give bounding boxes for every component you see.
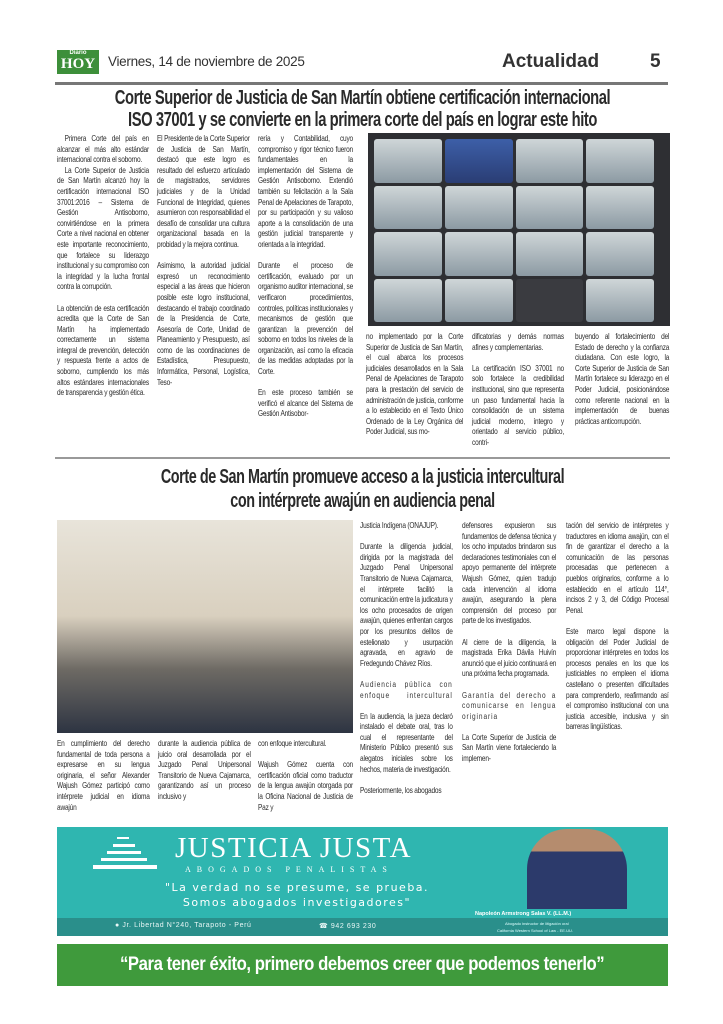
paragraph: Asimismo, la autoridad judicial expresó un reconocimiento especial a las áreas que hicieron posible este logro institucional, destacando el trabajo coordinado de la Presidencia de Corte, Asesoría de Corte, Unidad de Planeamiento y Presupuesto, así como de las coordinaciones de Estadística, Presupuesto, Informática, Personal, Logística, Teso-	[157, 260, 250, 387]
ad-contact-bar	[57, 918, 668, 936]
newspaper-logo	[57, 50, 99, 74]
ad-phone	[319, 922, 376, 930]
advertisement-banner	[57, 827, 668, 936]
paragraph: Durante el proceso de certificación, evaluado por un organismo auditor internacional, se verificaron procedimientos, controles, políticas institucionales y mecanismos de gestión que garantizan la prevención del soborno en todos los niveles de la organización, así como la eficacia de las medidas adoptadas por la Corte.	[258, 260, 354, 377]
ad-quote-line: "La verdad no se presume, se prueba.	[164, 881, 430, 894]
paragraph: La obtención de esta certificación acredita que la Corte de San Martín ha implementado correctamente un sistema integral de prevención, detección y respuesta frente a actos de soborno, cumpliendo los más altos estándares internacionales de transparencia y gestión ética.	[57, 302, 149, 398]
article-column	[57, 133, 149, 408]
pyramid-logo-icon	[87, 835, 162, 875]
lawyer-portrait	[527, 829, 627, 909]
subheading: Audiencia pública con enfoque intercultural	[360, 678, 453, 700]
article-column	[157, 133, 250, 398]
issue-date: Viernes, 14 de noviembre de 2025	[108, 54, 305, 69]
article-column	[566, 520, 669, 742]
logo-small-text: Diario	[69, 50, 87, 56]
paragraph: En este proceso también se verificó el alcance del Sistema de Gestión Antisobor-	[258, 387, 353, 419]
paragraph: La Corte Superior de Justicia de San Martín alcanzó hoy la certificación internacional ISO 37001:2016 – Sistema de Gestión Antisoborno, convirtiéndose en la primera Corte a nivel nacional en obtener este importante reconocimiento, que fortalece su liderazgo institucional y su compromiso con la integridad y la lucha frontal contra la corrupción.	[57, 164, 149, 292]
paragraph: durante la audiencia pública de juicio oral desarrollada por el Juzgado Penal Unipersonal Transitorio de Nueva Cajamarca, garantizando así un proceso inclusivo y	[158, 738, 251, 801]
paragraph: dificatorias y demás normas afines y complementarias.	[472, 331, 564, 352]
paragraph: Justicia Indígena (ONAJUP).	[360, 520, 439, 530]
phone-text: 942 693 230	[330, 923, 377, 930]
article1-headline	[55, 87, 670, 131]
paragraph: buyendo al fortalecimiento del Estado de derecho y la confianza ciudadana. Con este logro, la Corte Superior de Justicia de San Martín fortalece su liderazgo en el Poder Judicial, posicionándose como referente nacional en la implementación de buenas prácticas anticorrupción.	[575, 331, 670, 426]
paragraph: Posteriormente, los abogados	[360, 784, 442, 795]
location-pin-icon: ●	[115, 922, 120, 929]
ad-address	[115, 922, 252, 929]
address-text: Jr. Libertad N°240, Tarapoto - Perú	[122, 922, 252, 929]
paragraph: rería y Contabilidad, cuyo compromiso y rigor técnico fueron fundamentales en la implementación del Sistema de Gestión Antisoborno. Extendió también su felicitación a la Sala Penal de Apelaciones de Tarapoto, por su participación y su valioso aporte a la consolidación de una gestión judicial transparente y orientada a la integridad.	[258, 133, 353, 249]
ad-quote	[117, 880, 477, 910]
paragraph: El Presidente de la Corte Superior de Justicia de San Martín, destacó que este logro es resultado del esfuerzo articulado de magistrados, servidores judiciales y de la Unidad Funcional de Integridad, quienes asumieron con responsabilidad el desafío de consolidar una cultura organizacional basada en la probidad y la mejora continua.	[157, 133, 250, 249]
paragraph: defensores expusieron sus fundamentos de defensa técnica y los ocho imputados brindaron sus declaraciones testimoniales con el apoyo permanente del intérprete Wajush Gómez, quien tradujo cada intervención al idioma awajún, asegurando la plena comprensión del proceso por parte de los investigados.	[462, 520, 557, 626]
paragraph: En cumplimiento del derecho fundamental de toda persona a expresarse en su lengua originaria, el señor Alexander Wajush Gómez participó como intérprete judicial en idioma awajún	[57, 738, 150, 812]
video-conference-photo	[368, 133, 670, 326]
article-column	[258, 133, 353, 430]
footer-quote-text: “Para tener éxito, primero debemos creer que podemos tenerlo”	[120, 954, 605, 975]
courtroom-photo	[57, 520, 353, 733]
paragraph: Primera Corte del país en alcanzar el más alto estándar internacional contra el soborno.	[57, 133, 149, 165]
article-column	[472, 331, 564, 458]
paragraph: no implementado por la Corte Superior de Justicia de San Martín, el cual abarca los procesos judiciales desarrollados en la Sala Penal de Apelaciones de Tarapoto para la prestación del servicio de administración de justicia, conforme a lo establecido en el Texto Único Ordenado de la Ley Orgánica del Poder Judicial, sus mo-	[366, 331, 464, 437]
article-column	[360, 520, 453, 806]
paragraph: En la audiencia, la jueza declaró instalado el debate oral, tras lo cual el representante del Ministerio Público presentó sus alegatos iniciales sobre los hechos, materia de investigación.	[360, 710, 453, 774]
headline-line: Corte de San Martín promueve acceso a la justicia intercultural	[160, 466, 565, 488]
page-number: 5	[650, 51, 661, 72]
header-rule	[55, 82, 668, 85]
logo-big-text: HOY	[60, 56, 96, 72]
paragraph: La certificación ISO 37001 no solo fortalece la credibilidad institucional, sino que representa un paso fundamental hacia la consolidación de un sistema judicial moderno, íntegro y orientado al servicio público, contri-	[472, 362, 564, 447]
footer-quote	[57, 944, 668, 986]
lawyer-name: Napoleón Armstrong Salas V. (LL.M.)	[475, 911, 572, 917]
phone-icon: ☎	[319, 923, 329, 930]
headline-line: ISO 37001 y se convierte en la primera corte del país en lograr este hito	[128, 108, 597, 131]
ad-quote-line: Somos abogados investigadores"	[182, 896, 412, 909]
subheading: Garantía del derecho a comunicarse en lengua originaria	[462, 689, 557, 721]
section-name: Actualidad	[502, 51, 600, 72]
article-separator	[55, 457, 670, 459]
ad-tagline: ABOGADOS PENALISTAS	[185, 865, 393, 874]
headline-line: con intérprete awajún en audiencia penal	[230, 490, 495, 512]
article-column	[258, 738, 353, 823]
paragraph: La Corte Superior de Justicia de San Martín viene fortaleciendo la implemen-	[462, 731, 557, 764]
article-column	[462, 520, 556, 774]
paragraph: tación del servicio de intérpretes y traductores en idioma awajún, con el fin de garantizar el derecho a la comunicación de las personas procesadas que pertenecen a pueblos originarios, conforme a lo establecido en el artículo 114°, incisos 2 y 3, del Código Procesal Penal.	[566, 520, 669, 615]
article-column	[575, 331, 669, 437]
paragraph: Al cierre de la diligencia, la magistrada Erika Dávila Huivín anunció que el juicio continuará en una próxima fecha programada.	[462, 636, 557, 679]
paragraph: Durante la diligencia judicial, dirigida por la magistrada del Juzgado Penal Unipersonal Transitorio de Nueva Cajamarca, el intérprete facilitó la comunicación entre la judicatura y los ocho procesados de origen awajún, quienes enfrentan cargos por los presuntos delitos de estelionato y usurpación agravada, en agravio de Fredegundo Chávez Ríos.	[360, 541, 453, 668]
ad-brand: JUSTICIA JUSTA	[175, 832, 413, 864]
headline-line: Corte Superior de Justicia de San Martín obtiene certificación internacional	[114, 86, 611, 109]
paragraph: con enfoque intercultural.	[258, 738, 327, 748]
lawyer-title: California Western School of Law - EE.UU.	[497, 928, 573, 933]
paragraph: Este marco legal dispone la obligación del Poder Judicial de proporcionar intérpretes en todos los procesos penales en los que los justiciables no empleen el idioma castellano o presenten dificultades para comprenderlo, reafirmando así el compromiso institucional con una justicia accesible, inclusiva y sin barreras lingüísticas.	[566, 625, 669, 732]
paragraph: Wajush Gómez cuenta con certificación oficial como traductor de la lengua awajún otorgada por la Oficina Nacional de Justicia de Paz y	[258, 759, 353, 812]
article-column	[158, 738, 251, 812]
article-column	[57, 738, 150, 823]
lawyer-title: Abogado instructor de litigación oral	[505, 921, 569, 926]
article2-headline	[55, 465, 670, 513]
article-column	[366, 331, 463, 448]
